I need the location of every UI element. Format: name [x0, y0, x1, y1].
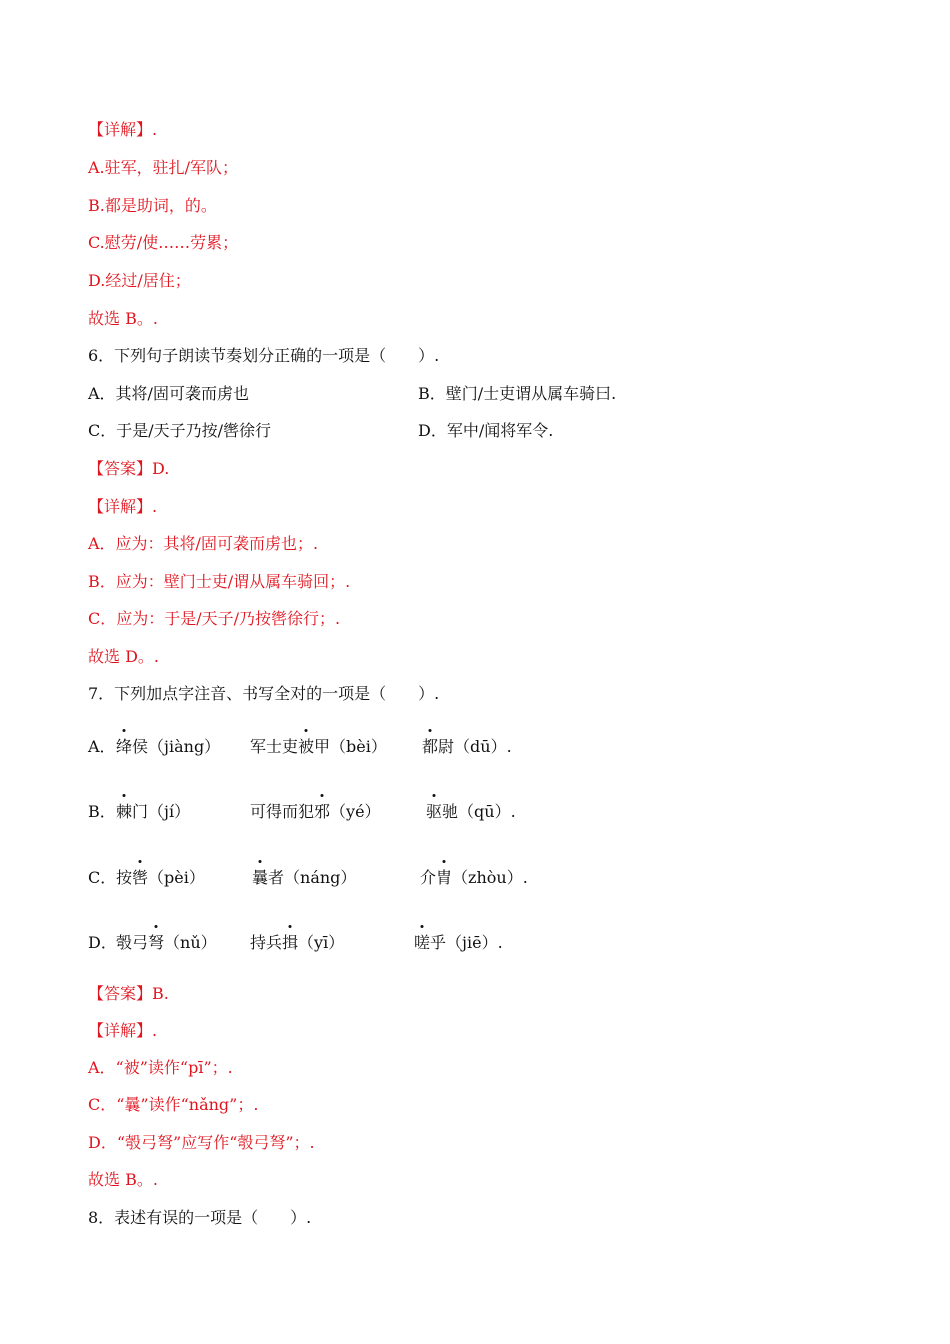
item-pre: 彀弓	[116, 933, 149, 952]
q7-row-a-item-1	[116, 734, 220, 757]
item-post: 者（náng）	[268, 868, 357, 887]
dotted-char: 绛	[116, 734, 132, 757]
q7-row-a-label: A．	[88, 737, 116, 756]
q7-row-c-item-3	[420, 865, 528, 888]
q6-explain-header: 【详解】.	[88, 497, 158, 516]
item-pre: 军士吏	[250, 737, 299, 756]
q6-option-b: B．壁门/士吏谓从属车骑曰.	[418, 384, 617, 403]
item-post: 侯（jiàng）	[132, 737, 221, 756]
answer-label: 【答案】	[88, 984, 153, 1003]
q7-row-c-item-1	[116, 865, 205, 888]
dotted-char: 都	[422, 734, 438, 757]
q6-option-c: C．于是/天子乃按/辔徐行	[88, 421, 272, 440]
explain-line-d: D.经过/居住；	[88, 271, 191, 290]
dotted-char: 胄	[436, 865, 452, 888]
q7-row-d-item-1	[116, 930, 217, 953]
item-pre: 可得而犯	[250, 802, 315, 821]
q7-row-b-label: B．	[88, 802, 116, 821]
dotted-char: 棘	[116, 799, 132, 822]
dotted-char: 被	[298, 734, 314, 757]
q7-row-c-label: C．	[88, 868, 117, 887]
q7-row-d-label: D．	[88, 933, 117, 952]
item-pre: 按	[116, 868, 133, 887]
item-post: 甲（bèi）	[314, 737, 387, 756]
q7-row-b-item-1	[116, 799, 190, 822]
explain-conclusion: 故选 B。.	[88, 309, 158, 328]
q6-option-d: D．军中/闻将军令.	[418, 421, 554, 440]
q7-explain-d: D．“彀弓弩”应写作“彀弓弩”；.	[88, 1133, 315, 1152]
q7-explain-header: 【详解】.	[88, 1021, 158, 1040]
q7-explain-a: A．“被”读作“pī”；.	[88, 1058, 233, 1077]
explain-line-b: B.都是助词，的。	[88, 196, 217, 215]
item-post: （pèi）	[148, 868, 205, 887]
q6-option-a: A．其将/固可袭而虏也	[88, 384, 249, 403]
item-post: （zhòu）.	[452, 868, 528, 887]
item-post: （yé）	[330, 802, 381, 821]
item-post: 门（jí）	[132, 802, 191, 821]
dotted-char: 邪	[314, 799, 330, 822]
q6-explain-a: A．应为：其将/固可袭而虏也；.	[88, 534, 319, 553]
item-post: 乎（jiē）.	[430, 933, 503, 952]
q7-row-d-item-3	[414, 930, 503, 953]
q6-stem: 6．下列句子朗读节奏划分正确的一项是（ ）.	[88, 346, 440, 365]
explain-header: 【详解】.	[88, 120, 158, 139]
q7-row-b-item-2	[250, 799, 381, 822]
answer-value: D.	[152, 459, 170, 478]
q7-row-a-item-3	[422, 734, 512, 757]
q7-row-b-item-3	[426, 799, 516, 822]
item-post: （yī）	[298, 933, 345, 952]
q7-row-c-item-2	[252, 865, 356, 888]
q6-explain-b: B．应为：壁门士吏/谓从属车骑回；.	[88, 572, 351, 591]
answer-label: 【答案】	[88, 459, 153, 478]
answer-value: B.	[152, 984, 169, 1003]
item-post: 驰（qū）.	[442, 802, 516, 821]
q8-stem: 8．表述有误的一项是（ ）.	[88, 1208, 312, 1227]
q7-conclusion: 故选 B。.	[88, 1170, 158, 1189]
item-pre: 持兵	[250, 933, 283, 952]
q7-answer	[88, 984, 169, 1004]
q7-stem: 7．下列加点字注音、书写全对的一项是（ ）.	[88, 684, 440, 703]
q6-answer	[88, 459, 169, 479]
dotted-char: 弩	[148, 930, 164, 953]
item-post: 尉（dū）.	[438, 737, 512, 756]
dotted-char: 嗟	[414, 930, 430, 953]
q7-explain-c: C．“曩”读作“nǎng”；.	[88, 1095, 259, 1114]
dotted-char: 曩	[252, 865, 268, 888]
dotted-char: 辔	[132, 865, 148, 888]
item-post: （nǔ）	[164, 933, 217, 952]
explain-line-a: A.驻军，驻扎/军队；	[88, 158, 239, 177]
q6-explain-c: C．应为：于是/天子/乃按辔徐行；.	[88, 609, 341, 628]
q7-row-a-item-2	[250, 734, 387, 757]
q7-row-d-item-2	[250, 930, 344, 953]
q6-conclusion: 故选 D。.	[88, 647, 160, 666]
dotted-char: 揖	[282, 930, 298, 953]
explain-line-c: C.慰劳/使……劳累；	[88, 233, 239, 252]
item-pre: 介	[420, 868, 437, 887]
dotted-char: 驱	[426, 799, 442, 822]
